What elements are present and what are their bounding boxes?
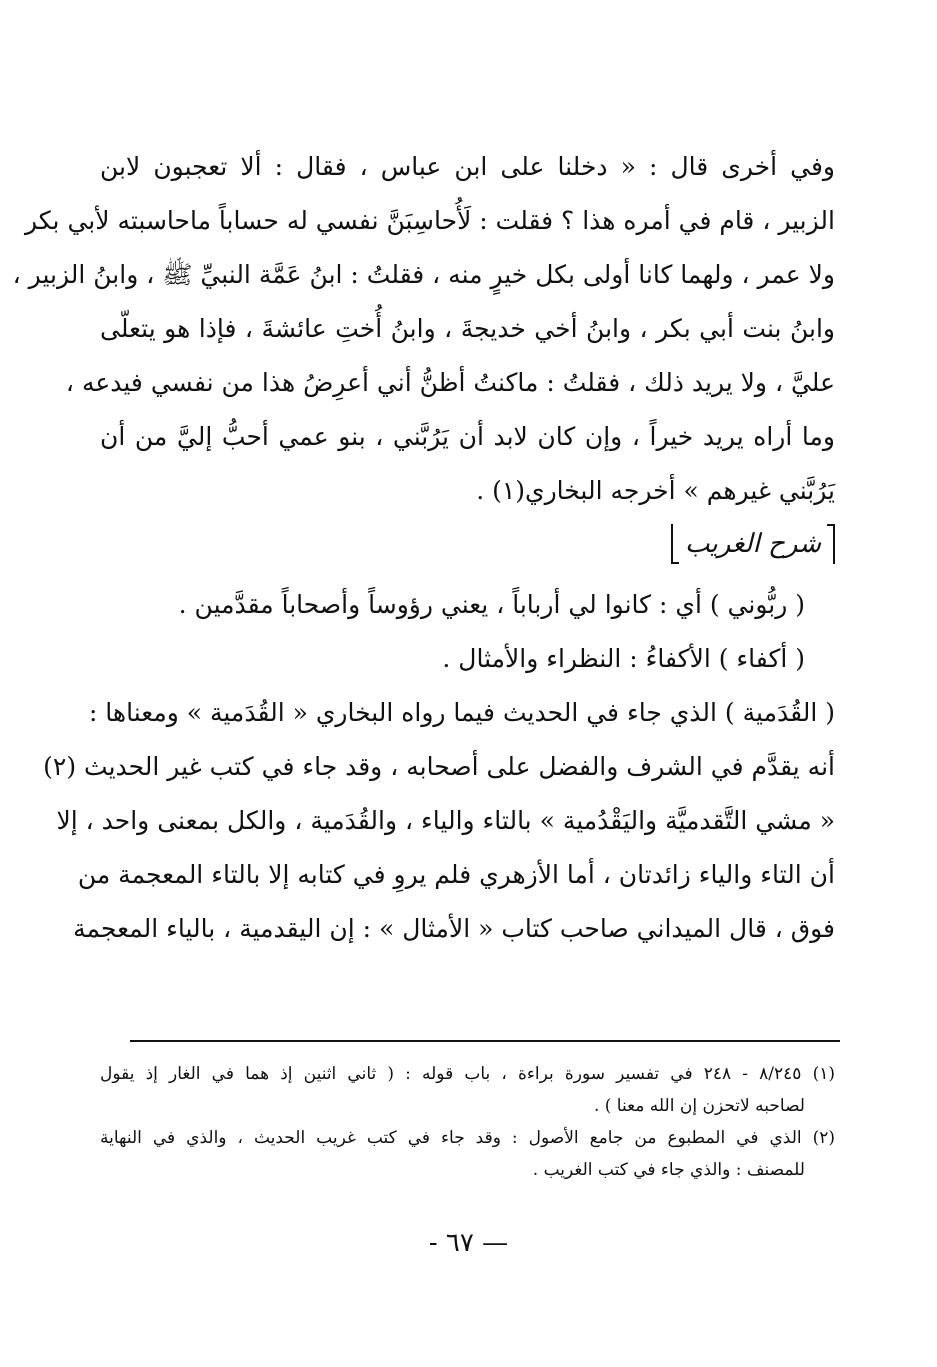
text-line: ( القُدَمية ) الذي جاء في الحديث فيما رواه البخاري « القُدَمية » ومعناها : [88, 698, 835, 727]
text-line: ولا عمر ، ولهما كانا أولى بكل خيرٍ منه ، فقلتُ : ابنُ عَمَّة النبيِّ ﷺ ، وابنُ الزبير ، [12, 260, 835, 289]
section-heading-label: شرح الغريب [671, 524, 835, 564]
text-line: فوق ، قال الميداني صاحب كتاب « الأمثال » : إن اليقدمية ، بالياء المعجمة [73, 914, 835, 943]
section-heading [100, 518, 835, 578]
footnote-line: (١) ٨/٢٤٥ - ٢٤٨ في تفسير سورة براءة ، باب قوله : ( ثاني اثنين إذ هما في الغار إذ يقول [100, 1064, 835, 1084]
text-line: يَرُبَّني غيرهم » أخرجه البخاري(١) . [476, 476, 835, 505]
footnote-divider [130, 1040, 840, 1042]
text-line: عليَّ ، ولا يريد ذلك ، فقلتُ : ماكنتُ أظنُّ أني أعرِضُ هذا من نفسي فيدعه ، [65, 368, 835, 397]
text-line: أن التاء والياء زائدتان ، أما الأزهري فلم يروِ في كتابه إلا بالتاء المعجمة من [77, 860, 835, 889]
text-line: أنه يقدَّم في الشرف والفضل على أصحابه ، وقد جاء في كتب غير الحديث (٢) [43, 752, 835, 781]
text-line: « مشي التَّقدميَّة واليَقْدُمية » بالتاء والياء ، والقُدَمية ، والكل بمعنى واحد ، إلا [56, 806, 835, 835]
definition-line: ( أكفاء ) الأكفاءُ : النظراء والأمثال . [442, 644, 805, 673]
footnotes [100, 1058, 835, 1186]
text-line: وفي أخرى قال : « دخلنا على ابن عباس ، فقال : ألا تعجبون لابن [100, 152, 835, 181]
text-line: وما أراه يريد خيراً ، وإن كان لابد أن يَرُبَّني ، بنو عمي أحبُّ إليَّ من أن [100, 422, 835, 451]
page-number: — ٦٧ - [428, 1228, 509, 1258]
text-line: وابنُ بنت أبي بكر ، وابنُ أخي خديجةَ ، وابنُ أُختِ عائشةَ ، فإذا هو يتعلّى [100, 314, 835, 343]
footnote-line: (٢) الذي في المطبوع من جامع الأصول : وقد جاء في كتب غريب الحديث ، والذي في النهاية [100, 1128, 835, 1148]
definition-line: ( ربُّوني ) أي : كانوا لي أرباباً ، يعني رؤوساً وأصحاباً مقدَّمين . [178, 590, 805, 619]
main-text [12, 140, 835, 956]
footnote-line: للمصنف : والذي جاء في كتب الغريب . [532, 1160, 805, 1180]
text-line: الزبير ، قام في أمره هذا ؟ فقلت : لَأُحاسِبَنَّ نفسي له حساباً ماحاسبته لأبي بكر [24, 206, 835, 235]
footnote-line: لصاحبه لاتحزن إن الله معنا ) . [593, 1096, 805, 1116]
